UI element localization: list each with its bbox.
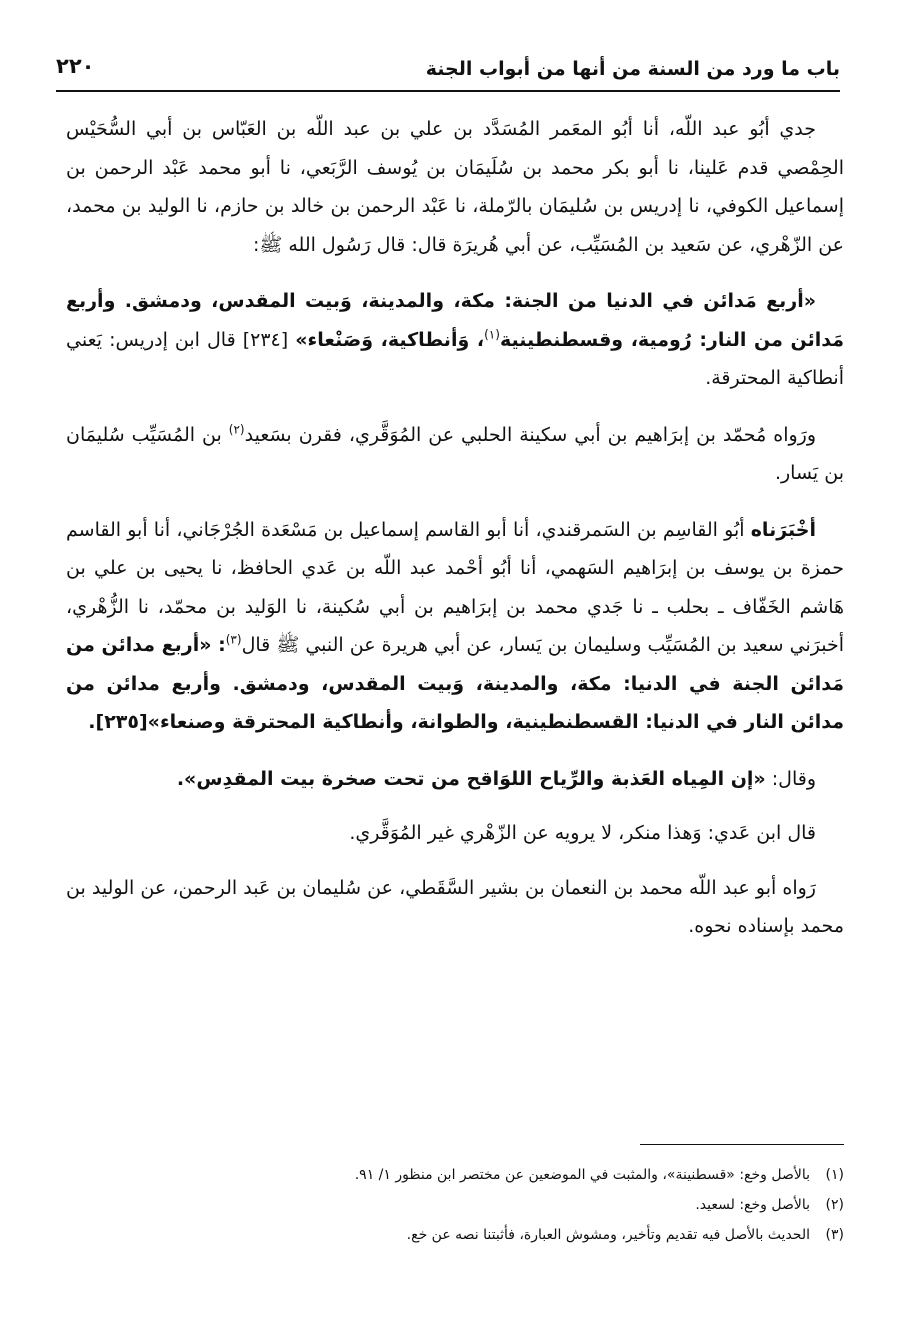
footnote-number: (١) bbox=[825, 1167, 844, 1183]
paragraph-text: وقال: bbox=[765, 767, 816, 790]
qala-paragraph bbox=[66, 760, 844, 799]
paragraph-text: رَواه أبو عبد اللّه محمد بن النعمان بن بشير السَّقَطي، عن سُليمان بن عَبد الرحمن، عن الوليد بن محمد بإسناده نحوه. bbox=[66, 876, 844, 937]
running-title: باب ما ورد من السنة من أنها من أبواب الجنة bbox=[425, 58, 840, 80]
isnad-paragraph bbox=[66, 110, 844, 264]
footnote-number: (٢) bbox=[825, 1197, 844, 1213]
hadith-text-cont: ، وَأنطاكية، وَصَنْعاء» bbox=[295, 328, 485, 351]
main-text bbox=[66, 110, 844, 964]
ibn-adi-paragraph bbox=[66, 814, 844, 853]
hadith-text: «إن المِياه العَذبة والرِّياح اللوَاقح من تحت صخرة بيت المقدِس». bbox=[176, 767, 766, 790]
footnote-number: (٣) bbox=[825, 1227, 844, 1243]
footnote-separator bbox=[640, 1144, 844, 1145]
footnote-ref-3[interactable]: (٣) bbox=[225, 632, 242, 647]
footnote-2 bbox=[66, 1190, 844, 1220]
paragraph-text-cont: بن المُسَيِّب سُليمَان بن يَسار. bbox=[66, 423, 844, 484]
riwaya-paragraph bbox=[66, 416, 844, 493]
page-header bbox=[56, 52, 840, 92]
footnote-ref-1[interactable]: (١) bbox=[484, 327, 500, 342]
hadith-text: «أربع مَدائن في الدنيا من الجنة: مكة، والمدينة، وَبيت المقدس، ودمشق. وأربع مَدائن من النار: رُومية، وقسطنطينية bbox=[66, 290, 844, 351]
hadith-text: : «أربع مدائن من مَدائن الجنة في الدنيا: مكة، والمدينة، وَبيت المقدس، ودمشق. وأربع مدائن من مدائن النار في الدنيا: القسطنطينية، والطوانة، وأنطاكية المحترقة وصنعاء»[٢٣٥]. bbox=[66, 634, 844, 733]
footnotes bbox=[66, 1160, 844, 1250]
footnote-text: الحديث بالأصل فيه تقديم وتأخير، ومشوش العبارة، فأثبتنا نصه عن خع. bbox=[406, 1227, 810, 1243]
paragraph-text: ورَواه مُحمّد بن إبرَاهيم بن أبي سكينة الحلبي عن المُوَقَّري، فقرن بسَعيد bbox=[244, 423, 816, 446]
hadith-paragraph bbox=[66, 282, 844, 398]
footnote-text: بالأصل وخع: لسعيد. bbox=[695, 1197, 810, 1213]
final-paragraph bbox=[66, 869, 844, 946]
page-number: ٢٢٠ bbox=[56, 54, 95, 78]
footnote-3 bbox=[66, 1220, 844, 1250]
footnote-1 bbox=[66, 1160, 844, 1190]
akhbarana-word: أخْبَرَناه bbox=[750, 518, 816, 541]
paragraph-text: أبُو القاسِم بن السَمرقندي، أنا أبو القاسم إسماعيل بن مَسْعَدة الجُرْجَاني، أنا أبو القاسم حمزة بن يوسف بن إبرَاهيم السَهمي، أنا أبُو أحْمد عبد اللّه بن عَدي الحافظ، نا يحيى بن علي بن هَاشم الخَفّاف ـ بحلب ـ نا جَدي محمد بن إبرَاهيم بن أبي سُكينة، نا الوَليد بن محمّد، نا الزُّهْري، أخبرَني سعيد بن المُسَيِّب وسليمان بن يَسار، عن أبي هريرة عن النبي ﷺ قال bbox=[66, 518, 844, 656]
paragraph-text: جدي أبُو عبد اللّه، أنا أبُو المعَمر المُسَدَّد بن علي بن عبد اللّه بن العَبّاس بن أبي السُّحَيْس الحِمْصي قدم عَلينا، نا أبو بكر محمد بن سُلَيمَان بن يُوسف الرَّبَعي، نا أبو محمد عَبْد الرحمن بن إسماعيل الكوفي، نا إدريس بن سُليمَان بالرّملة، نا عَبْد الرحمن بن خالد بن حازم، نا الوليد بن محمد، عن الزّهْري، عن سَعيد بن المُسَيِّب، عن أبي هُريرَة قال: قال رَسُول الله ﷺ: bbox=[66, 118, 844, 256]
paragraph-text: قال ابن عَدي: وَهذا منكر، لا يرويه عن الزّهْري غير المُوَقَّري. bbox=[349, 822, 816, 844]
akhbarana-paragraph bbox=[66, 511, 844, 742]
paragraph-tail: [٢٣٤] قال ابن إدريس: يَعني أنطاكية المحترقة. bbox=[66, 328, 844, 389]
footnote-ref-2[interactable]: (٢) bbox=[228, 422, 245, 437]
footnote-text: بالأصل وخع: «قسطنينة»، والمثبت في الموضعين عن مختصر ابن منظور ١/ ٩١. bbox=[354, 1167, 810, 1183]
